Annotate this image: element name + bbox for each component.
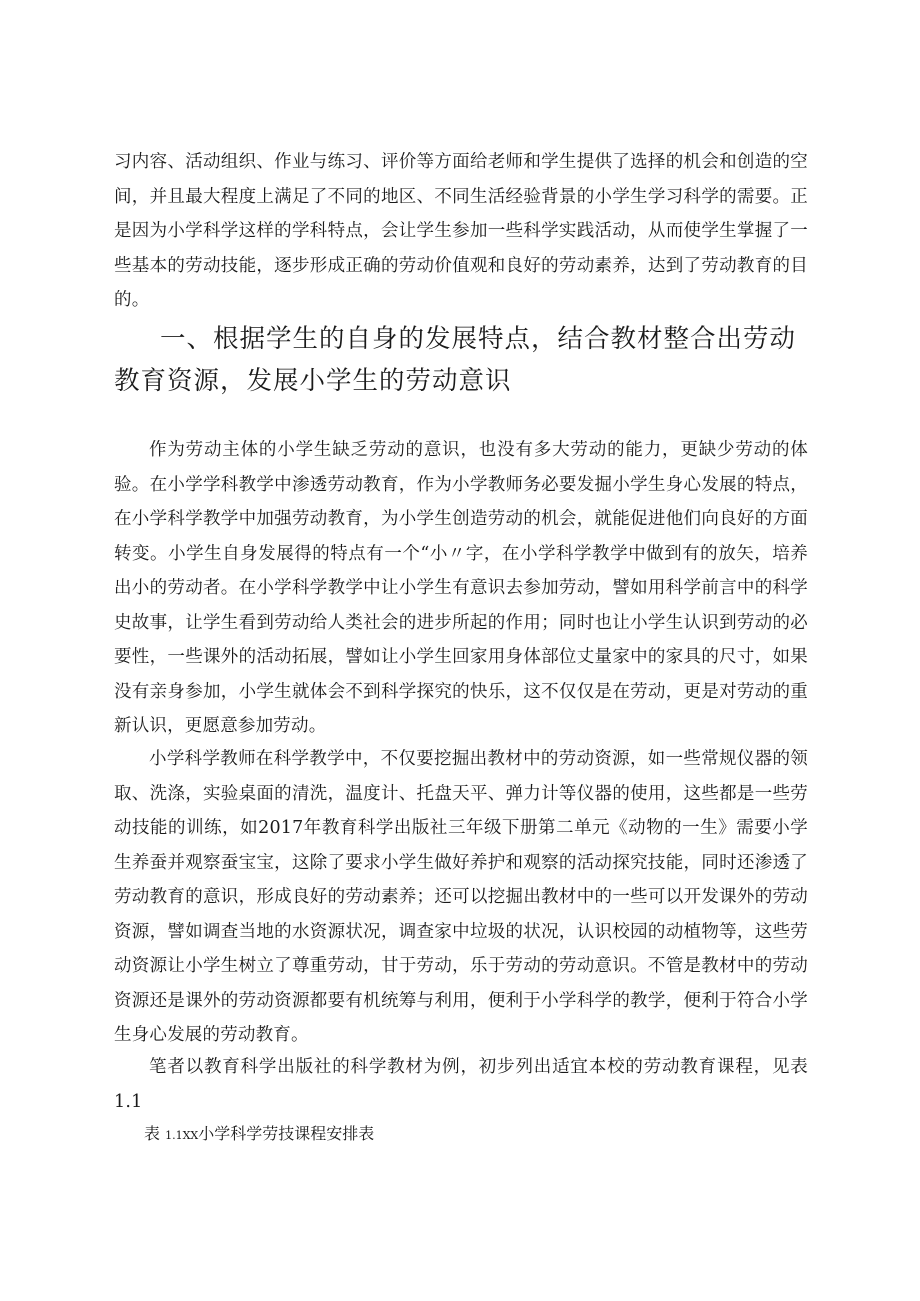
caption-title: 小学科学劳技课程安排表 [198,1124,375,1143]
body-paragraph-2: 小学科学教师在科学教学中，不仅要挖掘出教材中的劳动资源，如一些常规仪器的领取、洗涤，实验桌面的清洗，温度计、托盘天平、弹力计等仪器的使用，这些都是一些劳动技能的训练，如2017年教育科学出版社三年级下册第二单元《动物的一生》需要小学生养蚕并观察蚕宝宝，这除了要求小学生做好养护和观察的活动探究技能，同时还渗透了劳动教育的意识，形成良好的劳动素养；还可以挖掘出教材中的一些可以开发课外的劳动资源，譬如调查当地的水资源状况，调查家中垃圾的状况，认识校园的动植物等，这些劳动资源让小学生树立了尊重劳动，甘于劳动，乐于劳动的劳动意识。不管是教材中的劳动资源还是课外的劳动资源都要有机统筹与利用，便利于小学科学的教学，便利于符合小学生身心发展的劳动教育。 [114,749,808,1045]
caption-number: 1.1XX [165,1129,199,1142]
table-caption [144,1120,374,1150]
section-heading-text: 一、根据学生的自身的发展特点，结合教材整合出劳动教育资源，发展小学生的劳动意识 [114,324,797,396]
caption-prefix: 表 [144,1124,161,1143]
body-paragraph-1: 作为劳动主体的小学生缺乏劳动的意识，也没有多大劳动的能力，更缺少劳动的体验。在小学学科教学中渗透劳动教育，作为小学教师务必要发掘小学生身心发展的特点，在小学科学教学中加强劳动教育，为小学生创造劳动的机会，就能促进他们向良好的方面转变。小学生自身发展得的特点有一个“小〃字，在小学科学教学中做到有的放矢，培养出小的劳动者。在小学科学教学中让小学生有意识去参加劳动，譬如用科学前言中的科学史故事，让学生看到劳动给人类社会的进步所起的作用；同时也让小学生认识到劳动的必要性，一些课外的活动拓展，譬如让小学生回家用身体部位丈量家中的家具的尺寸，如果没有亲身参加，小学生就体会不到科学探究的快乐，这不仅仅是在劳动，更是对劳动的重新认识，更愿意参加劳动。 [114,440,808,736]
body-paragraph-3: 笔者以教育科学出版社的科学教材为例，初步列出适宜本校的劳动教育课程，见表1.1 [114,1057,808,1112]
section-heading [114,318,808,402]
intro-paragraph: 习内容、活动组织、作业与练习、评价等方面给老师和学生提供了选择的机会和创造的空间，并且最大程度上满足了不同的地区、不同生活经验背景的小学生学习科学的需要。正是因为小学科学这样的学科特点，会让学生参加一些科学实践活动，从而使学生掌握了一些基本的劳动技能，逐步形成正确的劳动价值观和良好的劳动素养，达到了劳动教育的目的。 [114,152,808,310]
